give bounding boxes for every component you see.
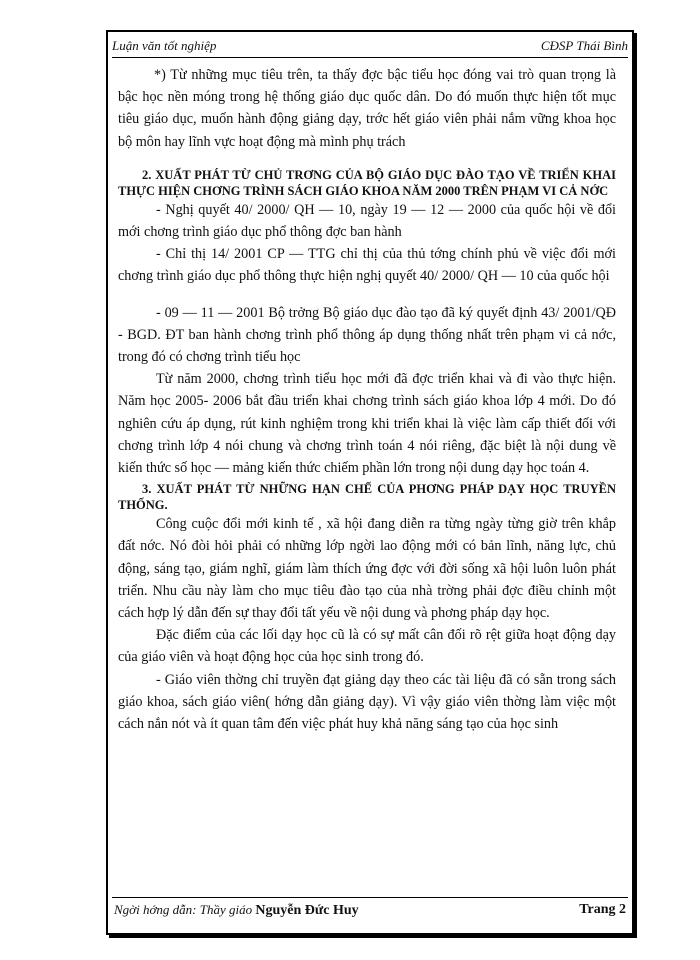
page-number-value: 2 bbox=[619, 902, 626, 917]
section-heading-3: 3. XUẤT PHÁT TỪ NHỮNG HẠN CHẾ CỦA PHƠNG PHÁP DẠY HỌC TRUYỀN THỐNG. bbox=[118, 482, 616, 513]
page-header bbox=[112, 34, 628, 56]
footer-advisor bbox=[114, 902, 359, 919]
paragraph-teacher-role: - Giáo viên thờng chỉ truyền đạt giảng dạy theo các tài liệu đã có sẵn trong sách giáo khoa, sách giáo viên( hớng dẫn giảng dạy). Vì vậy giáo viên thờng làm việc một cách nắn nót và ít quan tâm đến việc phát huy khả năng sáng tạo của học sinh bbox=[118, 671, 616, 733]
document-body bbox=[118, 64, 616, 735]
paragraph-resolution-40: - Nghị quyết 40/ 2000/ QH — 10, ngày 19 — 12 — 2000 của quốc hội về đổi mới chơng trình giáo dục phổ thông đợc ban hành bbox=[118, 201, 616, 241]
footer-advisor-name: Nguyễn Đức Huy bbox=[255, 903, 359, 918]
paragraph-decision-43: - 09 — 11 — 2001 Bộ trởng Bộ giáo dục đào tạo đã ký quyết định 43/ 2001/QĐ - BGD. ĐT ban hành chơng trình phổ thông áp dụng thống nhất trên phạm vi cả nớc, trong đó có chơng trình tiểu học bbox=[118, 304, 616, 366]
paragraph-renovation: Công cuộc đổi mới kinh tế , xã hội đang diễn ra từng ngày từng giờ trên khắp đất nớc. Nó đòi hỏi phải có những lớp ngời lao động mới có bản lĩnh, năng lực, chủ động, sáng tạo, giám nghĩ, giám làm thích ứng đợc với đời sống xã hội luôn luôn phát triển. Nhu cầu này làm cho mục tiêu đào tạo của nhà trờng phải đợc điều chỉnh một cách hợp lý dẫn đến sự thay đổi tất yếu về nội dung và phơng pháp dạy học. bbox=[118, 516, 616, 622]
header-right-text: CĐSP Thái Bình bbox=[540, 38, 628, 53]
section-heading-2: 2. XUẤT PHÁT TỪ CHỦ TRƠNG CỦA BỘ GIÁO DỤC ĐÀO TẠO VỀ TRIỂN KHAI THỰC HIỆN CHƠNG TRÌNH SÁCH GIÁO KHOA NĂM 2000 TRÊN PHẠM VI CẢ NỚC bbox=[118, 167, 616, 198]
page-label: Trang bbox=[579, 902, 616, 917]
footer-advisor-label: Ngời hớng dẫn: Thầy giáo bbox=[114, 902, 253, 917]
header-rule bbox=[112, 57, 628, 58]
paragraph-directive-14: - Chỉ thị 14/ 2001 CP — TTG chỉ thị của thủ tớng chính phủ về việc đổi mới chơng trình giáo dục phổ thông thực hiện nghị quyết 40/ 2000/ QH — 10 của quốc hội bbox=[118, 246, 616, 285]
page-number bbox=[579, 902, 626, 918]
header-left-text: Luận văn tốt nghiệp bbox=[112, 38, 217, 53]
paragraph-program-2000: Từ năm 2000, chơng trình tiểu học mới đã đợc triển khai và đi vào thực hiện. Năm học 2005- 2006 bắt đầu triển khai chơng trình sách giáo khoa lớp 4 mới. Do đó nghiên cứu áp dụng, rút kinh nghiệm trong khi triển khai là việc làm cấp thiết đối với chơng trình lớp 4 nói chung và chơng trình toán 4 nói riêng, đặc biệt là nội dung về kiến thức số học — mảng kiến thức chiếm phần lớn trong nội dung dạy học toán 4. bbox=[118, 371, 616, 477]
paragraph-objectives: *) Từ những mục tiêu trên, ta thấy đợc bậc tiểu học đóng vai trò quan trọng là bậc học nền móng trong hệ thống giáo dục quốc dân. Do đó muốn thực hiện tốt mục tiêu giáo dục, muốn hành động giảng dạy, trớc hết giáo viên phải nắm vững khoa học bộ môn hay lĩnh vực hoạt động mà mình phụ trách bbox=[118, 67, 616, 150]
paragraph-old-methods: Đặc điểm của các lối dạy học cũ là có sự mất cân đối rõ rệt giữa hoạt động dạy của giáo viên và hoạt động học của học sinh trong đó. bbox=[118, 627, 616, 666]
footer-rule bbox=[112, 897, 628, 898]
